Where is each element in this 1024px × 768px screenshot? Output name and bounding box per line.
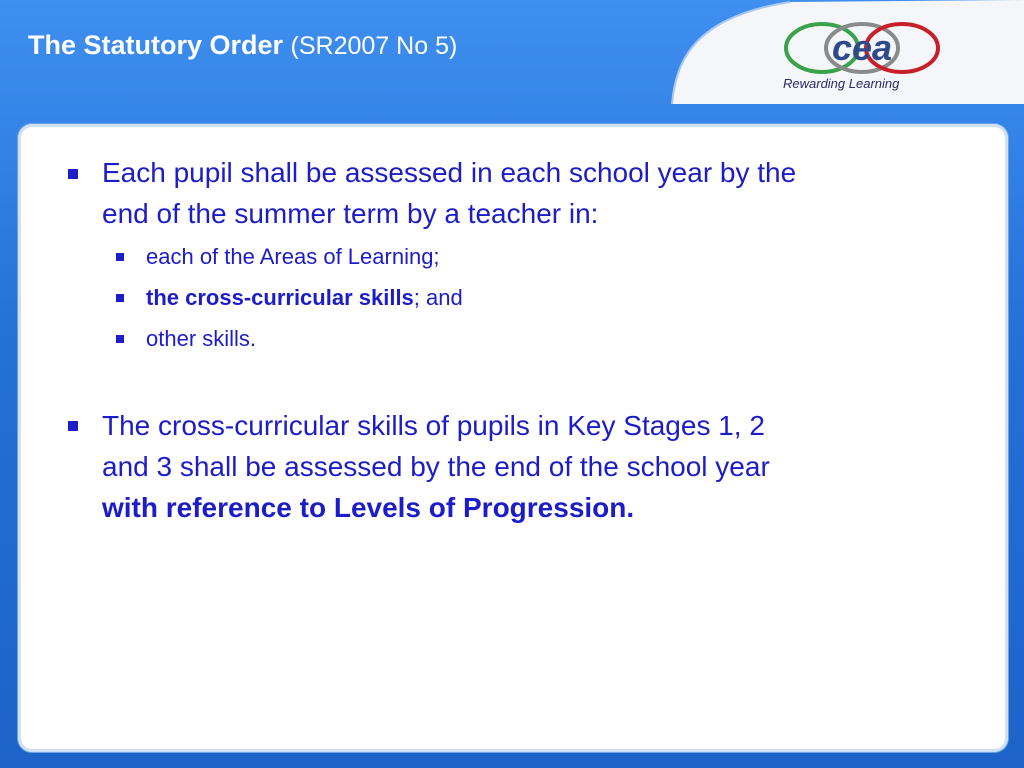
list-item-continuation: with reference to Levels of Progression. (102, 492, 635, 523)
cea-logo (782, 18, 942, 78)
bullet-square-icon (68, 421, 78, 431)
content-panel (18, 124, 1008, 752)
list-item-continuation: and 3 shall be assessed by the end of the school year (102, 451, 770, 482)
bullet-square-icon (116, 294, 124, 302)
sub-list-item: the cross-curricular skills; and (146, 285, 463, 310)
bullet-square-icon (68, 169, 78, 179)
slide-header (0, 0, 1024, 104)
list-item-continuation: end of the summer term by a teacher in: (102, 198, 599, 229)
sub-list-item: each of the Areas of Learning; (146, 244, 440, 269)
slide-title: The Statutory Order (SR2007 No 5) (28, 30, 458, 60)
list-item: The cross-curricular skills of pupils in Key Stages 1, 2 (102, 410, 765, 441)
sub-list-item: other skills. (146, 326, 257, 351)
bullet-square-icon (116, 253, 124, 261)
list-item: Each pupil shall be assessed in each school year by the (102, 157, 797, 188)
logo-tagline: Rewarding Learning (783, 76, 900, 91)
svg-text:cea: cea (831, 27, 893, 68)
bullet-square-icon (116, 335, 124, 343)
